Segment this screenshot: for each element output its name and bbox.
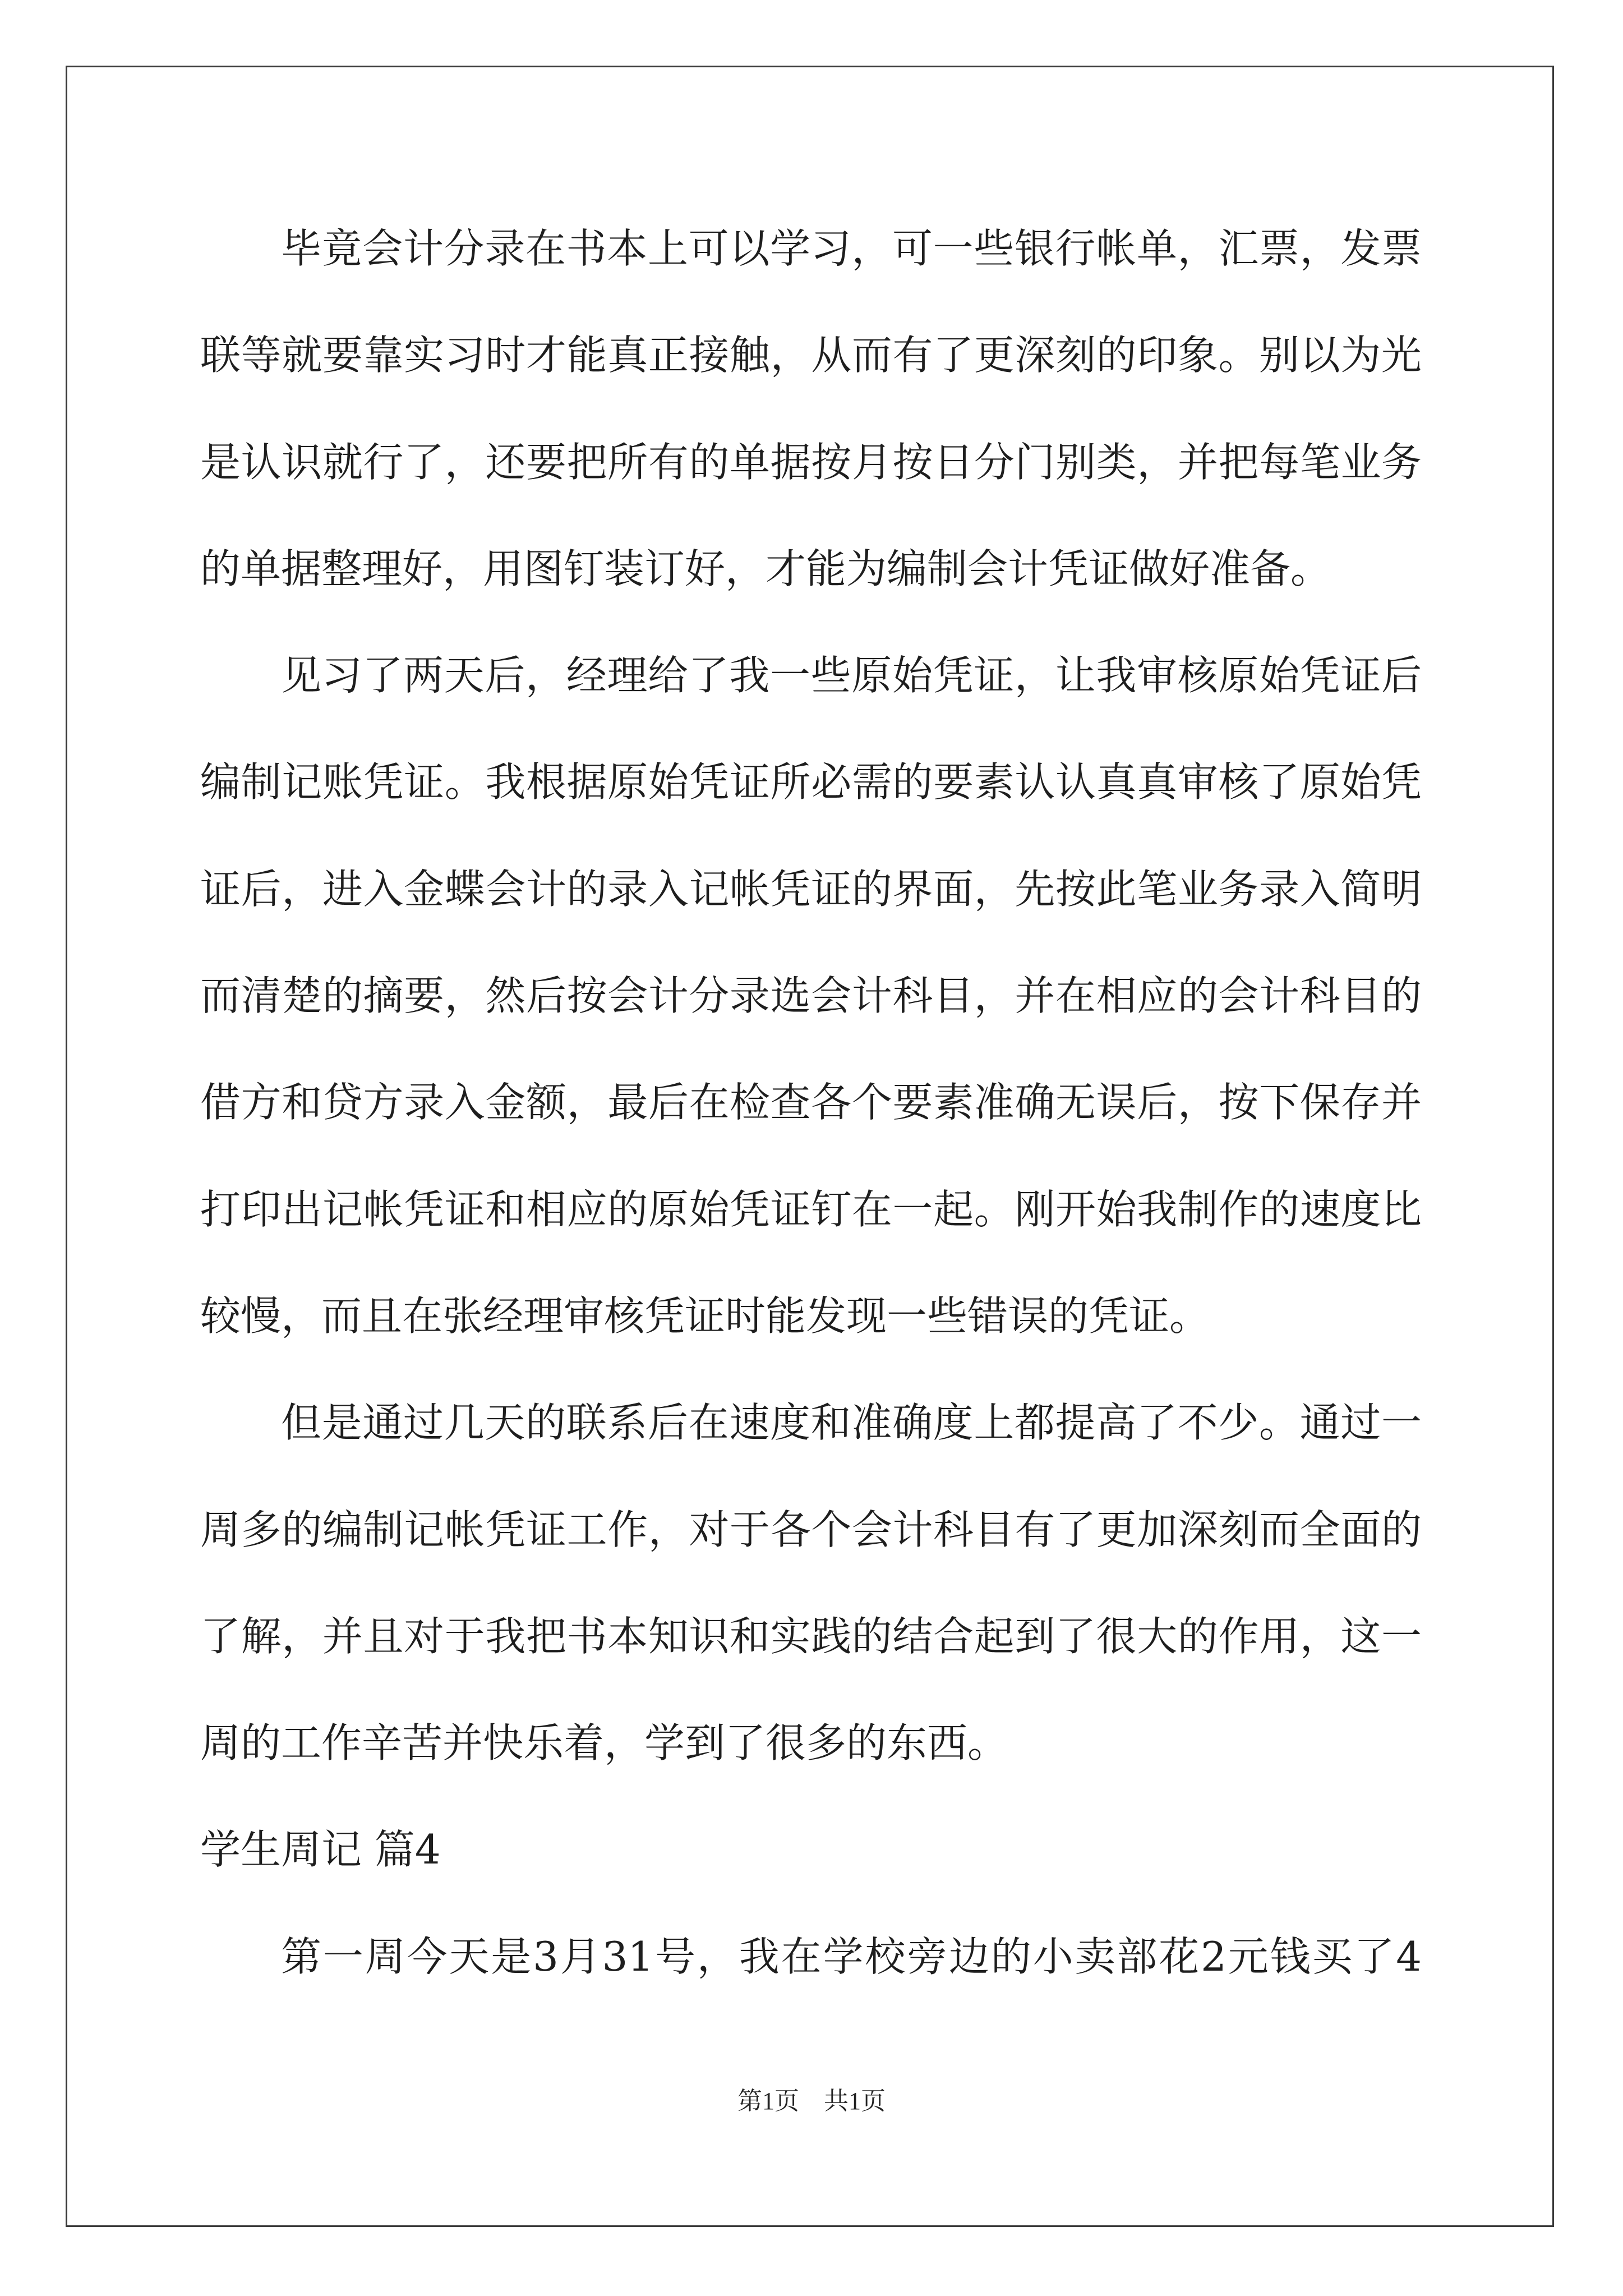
page-footer [0, 2086, 1623, 2117]
paragraph-line: 而清楚的摘要，然后按会计分录选会计科目，并在相应的会计科目的 [200, 972, 1422, 1020]
paragraph-line: 了解，并且对于我把书本知识和实践的结合起到了很大的作用，这一 [200, 1612, 1422, 1660]
paragraph-line: 周多的编制记帐凭证工作，对于各个会计科目有了更加深刻而全面的 [200, 1506, 1422, 1553]
paragraph [200, 1369, 1422, 1796]
paragraph-line: 毕竟会计分录在书本上可以学习，可一些银行帐单，汇票，发票 [281, 225, 1422, 272]
paragraph [200, 622, 1422, 1369]
page-total: 共1页 [824, 2087, 886, 2115]
paragraph [200, 1903, 1422, 2010]
paragraph [200, 195, 1422, 622]
paragraph-line: 较慢，而且在张经理审核凭证时能发现一些错误的凭证。 [200, 1292, 1210, 1340]
page-number: 第1页 [737, 2087, 799, 2115]
paragraph-line: 见习了两天后，经理给了我一些原始凭证，让我审核原始凭证后 [281, 652, 1422, 700]
paragraph-line: 第一周今天是3月31号，我在学校旁边的小卖部花2元钱买了4 [281, 1932, 1422, 1980]
paragraph-line: 借方和贷方录入金额，最后在检查各个要素准确无误后，按下保存并 [200, 1079, 1422, 1126]
document-body [200, 195, 1422, 2010]
paragraph-line: 编制记账凭证。我根据原始凭证所必需的要素认认真真审核了原始凭 [200, 758, 1422, 806]
paragraph-line: 但是通过几天的联系后在速度和准确度上都提高了不少。通过一 [281, 1399, 1422, 1447]
section-heading: 学生周记 篇4 [200, 1826, 441, 1874]
paragraph-line: 的单据整理好，用图钉装订好，才能为编制会计凭证做好准备。 [200, 545, 1331, 592]
paragraph-line: 是认识就行了，还要把所有的单据按月按日分门别类，并把每笔业务 [200, 438, 1422, 486]
paragraph-line: 打印出记帐凭证和相应的原始凭证钉在一起。刚开始我制作的速度比 [200, 1185, 1422, 1233]
paragraph-line: 联等就要靠实习时才能真正接触，从而有了更深刻的印象。别以为光 [200, 332, 1422, 379]
paragraph-line: 证后，进入金蝶会计的录入记帐凭证的界面，先按此笔业务录入简明 [200, 865, 1422, 913]
paragraph-line: 周的工作辛苦并快乐着，学到了很多的东西。 [200, 1719, 1008, 1767]
